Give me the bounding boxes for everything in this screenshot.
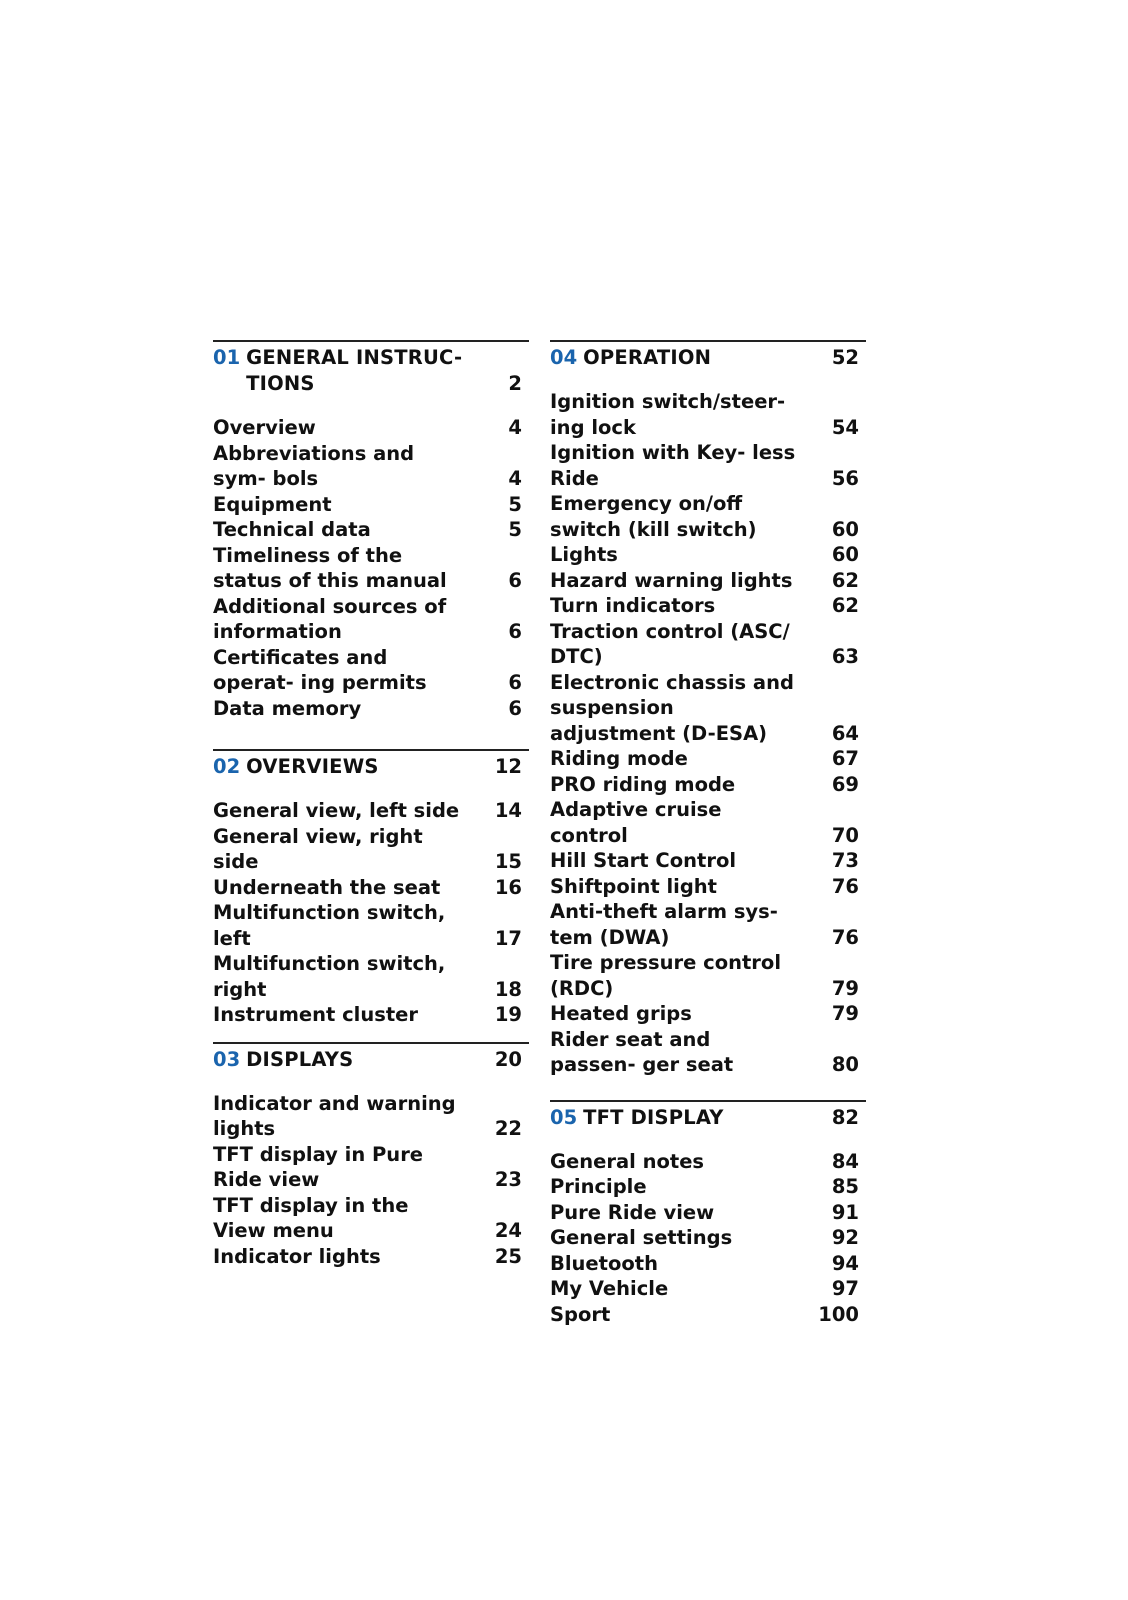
entry-page: 63 [831,645,859,668]
toc-entry[interactable] [213,951,529,1002]
section-number: 02 [213,755,241,778]
toc-entry[interactable] [550,491,866,542]
entry-page: 73 [831,849,859,872]
section-number: 05 [550,1105,578,1129]
entry-title: Technical data [213,518,371,541]
entry-title: Shiftpoint light [550,874,717,898]
entry-title: General settings [550,1226,733,1249]
entry-page: 6 [508,696,522,720]
entry-page: 15 [494,850,522,873]
section-title: GENERAL INSTRUC- TIONS [246,346,463,395]
section-number: 01 [213,346,241,369]
toc-entry[interactable] [550,389,866,440]
entry-title: Additional sources of information [213,594,447,643]
section-title: OPERATION [583,346,712,369]
toc-entry[interactable] [550,1001,866,1027]
section-title: DISPLAYS [246,1047,354,1071]
toc-entry[interactable] [550,1149,866,1175]
entry-page: 64 [831,721,859,745]
section-heading[interactable] [213,1044,529,1073]
entry-page: 54 [831,415,859,439]
entry-page: 16 [494,875,522,899]
toc-entry[interactable] [550,874,866,900]
toc-entry[interactable] [213,594,529,645]
toc-column-right [550,340,866,1341]
toc-entry[interactable] [550,950,866,1001]
entry-title: Heated grips [550,1002,692,1025]
entry-title: Emergency on/off switch (kill switch) [550,492,757,541]
entry-title: General view, left side [213,799,460,822]
section-heading[interactable] [213,751,529,780]
entry-title: Certificates and operat- ing permits [213,645,427,694]
entry-page: 5 [508,492,522,516]
section-number: 04 [550,346,578,369]
entry-page: 4 [508,467,522,490]
toc-entry[interactable] [550,1302,866,1328]
entry-page: 79 [831,976,859,1000]
entry-page: 70 [831,823,859,847]
entry-page: 19 [494,1003,522,1026]
entry-page: 6 [508,620,522,643]
toc-entry[interactable] [213,1244,529,1270]
entry-title: Pure Ride view [550,1200,715,1224]
entry-page: 22 [494,1117,522,1140]
section-title: OVERVIEWS [246,755,379,778]
toc-entry[interactable] [213,543,529,594]
section-number: 03 [213,1047,241,1071]
entry-title: General view, right side [213,824,423,873]
toc-entry[interactable] [550,568,866,594]
toc-entry[interactable] [550,670,866,747]
entry-title: Overview [213,416,316,439]
entry-page: 92 [831,1226,859,1249]
toc-section-01 [213,340,529,721]
entry-page: 6 [508,569,522,592]
entry-title: Principle [550,1175,647,1198]
entry-title: Ignition with Key- less Ride [550,441,796,490]
toc-entry[interactable] [213,1142,529,1193]
entry-title: General notes [550,1149,705,1173]
entry-title: Abbreviations and sym- bols [213,441,415,490]
toc-entry[interactable] [550,1225,866,1251]
toc-entry[interactable] [550,593,866,619]
entry-page: 69 [831,772,859,796]
entry-page: 100 [818,1302,859,1326]
toc-entry[interactable] [550,619,866,670]
toc-entry[interactable] [550,1174,866,1200]
entry-title: Sport [550,1302,611,1326]
entry-title: Adaptive cruise control [550,798,722,847]
toc-entry[interactable] [213,645,529,696]
entry-page: 5 [508,518,522,541]
toc-entry[interactable] [213,1002,529,1028]
toc-entry[interactable] [550,746,866,772]
entry-page: 62 [831,594,859,617]
toc-entry[interactable] [550,848,866,874]
entry-title: Tire pressure control (RDC) [550,951,782,1000]
section-page: 20 [494,1047,522,1071]
entry-page: 24 [494,1219,522,1242]
entry-title: Indicator lights [213,1244,381,1268]
entry-title: Ignition switch/steer- ing lock [550,390,786,439]
section-page: 82 [831,1105,859,1129]
entry-title: Indicator and warning lights [213,1091,456,1140]
toc-section-05 [550,1100,866,1328]
entry-page: 91 [831,1200,859,1224]
entry-title: Riding mode [550,747,688,770]
toc-section-02 [213,749,529,1028]
entry-page: 56 [831,466,859,490]
entry-title: Underneath the seat [213,875,441,899]
entry-page: 18 [494,977,522,1001]
section-heading[interactable] [550,1102,866,1131]
entry-page: 4 [508,416,522,439]
entry-title: Bluetooth [550,1251,658,1275]
toc-entry[interactable] [550,1276,866,1302]
entry-title: Data memory [213,696,362,720]
toc-entry[interactable] [213,415,529,441]
entry-title: TFT display in Pure Ride view [213,1142,424,1191]
entry-title: TFT display in the View menu [213,1193,409,1242]
entry-title: Multifunction switch, left [213,901,446,950]
section-heading[interactable] [550,342,866,371]
toc-entry[interactable] [213,824,529,875]
entry-page: 76 [831,874,859,898]
toc-entry[interactable] [550,440,866,491]
section-page: 12 [494,755,522,778]
entry-page: 94 [831,1251,859,1275]
entry-page: 25 [494,1244,522,1268]
entry-title: Timeliness of the status of this manual [213,543,447,592]
entry-title: Equipment [213,492,332,516]
entry-page: 62 [831,568,859,592]
toc-entry[interactable] [550,797,866,848]
entry-page: 23 [494,1168,522,1191]
entry-page: 76 [831,925,859,949]
entry-page: 85 [831,1175,859,1198]
entry-page: 17 [494,926,522,950]
entry-title: Multifunction switch, right [213,952,446,1001]
entry-title: Instrument cluster [213,1003,418,1026]
section-title: TFT DISPLAY [583,1105,724,1129]
entry-title: Rider seat and passen- ger seat [550,1027,734,1076]
entry-page: 14 [494,799,522,822]
entry-page: 80 [831,1053,859,1076]
toc-entry[interactable] [550,772,866,798]
entry-title: Anti-theft alarm sys- tem (DWA) [550,900,778,949]
section-heading[interactable] [213,342,529,397]
entry-title: Lights [550,543,618,566]
entry-title: PRO riding mode [550,772,736,796]
toc-entry[interactable] [213,1193,529,1244]
toc-entry[interactable] [550,542,866,568]
toc-entry[interactable] [213,1091,529,1142]
toc-entry[interactable] [213,875,529,901]
toc-entry[interactable] [213,900,529,951]
entry-page: 67 [831,747,859,770]
toc-entry[interactable] [213,798,529,824]
toc-entry[interactable] [213,441,529,492]
toc-entry[interactable] [550,1027,866,1078]
entry-page: 79 [831,1002,859,1025]
entry-page: 97 [831,1277,859,1300]
toc-column-left [213,340,529,1283]
toc-entry[interactable] [550,1200,866,1226]
section-page: 2 [508,372,522,395]
entry-title: Hazard warning lights [550,568,793,592]
entry-page: 60 [831,517,859,541]
entry-title: Traction control (ASC/ DTC) [550,619,790,668]
entry-page: 84 [831,1149,859,1173]
entry-page: 6 [508,671,522,694]
entry-title: Hill Start Control [550,849,737,872]
toc-section-04 [550,340,866,1078]
toc-entry[interactable] [550,899,866,950]
toc-entry[interactable] [213,696,529,722]
entry-title: Electronic chassis and suspension adjustment (D-ESA) [550,670,794,745]
toc-entry[interactable] [550,1251,866,1277]
toc-entry[interactable] [213,492,529,518]
toc-entry[interactable] [213,517,529,543]
entry-title: My Vehicle [550,1277,669,1300]
entry-title: Turn indicators [550,594,716,617]
toc-section-03 [213,1042,529,1270]
section-page: 52 [831,346,859,369]
entry-page: 60 [831,543,859,566]
